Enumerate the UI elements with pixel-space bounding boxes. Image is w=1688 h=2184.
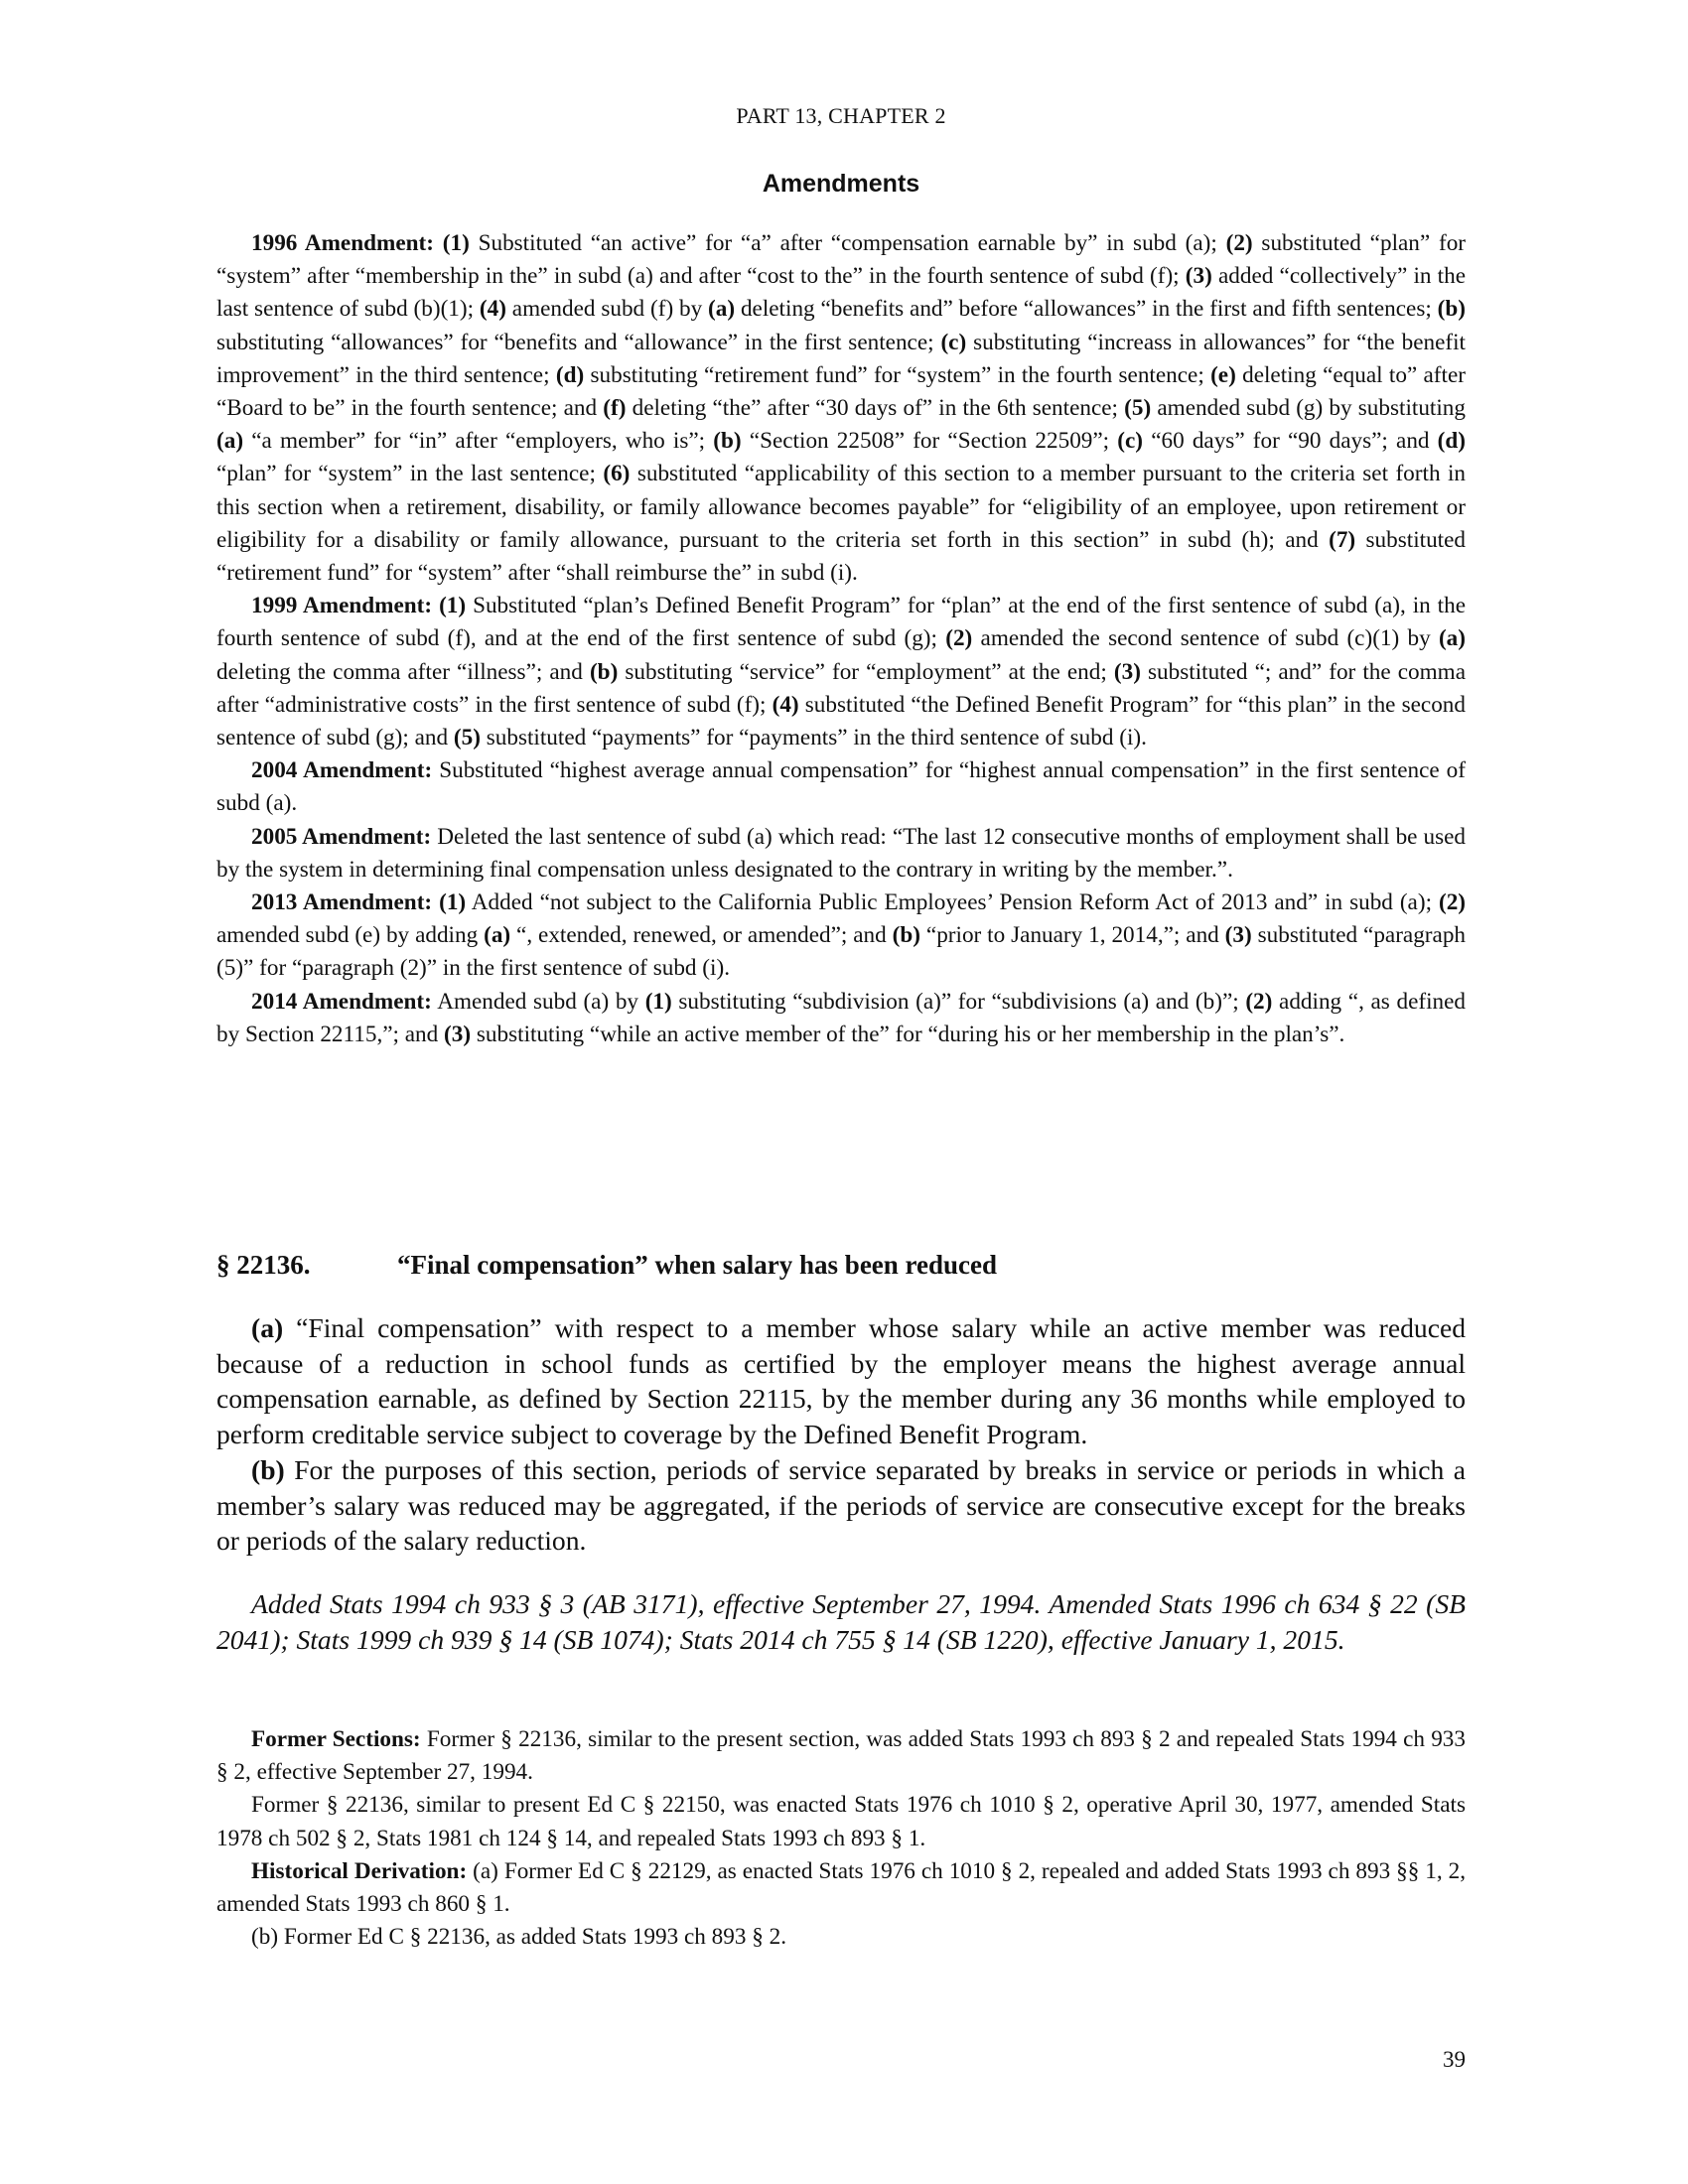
enumerator: (b): [892, 922, 920, 949]
historical-derivation-text: (a) Former Ed C § 22129, as enacted Stats 1976 ch 1010 § 2, repealed and added Stats 1993 ch 893 §§ 1, 2, amended Stats 1993 ch 860 § 1.: [216, 1857, 1466, 1918]
amendment-text: “Section 22508” for “Section 22509”;: [741, 428, 1118, 455]
amendment-text: Substituted “plan’s Defined Benefit Program” for “plan” at the end of the first sentence of subd (a), in the fourth sentence of subd (f), and at the end of the first sentence of subd (g);: [216, 593, 1467, 652]
amendment-text: “plan” for “system” in the last sentence;: [216, 461, 604, 487]
amendment-text: amended subd (f) by: [505, 296, 709, 323]
running-head: PART 13, CHAPTER 2: [736, 103, 946, 128]
amendment-text: substituting “retirement fund” for “system” in the fourth sentence;: [584, 361, 1211, 388]
enumerator: (3): [444, 1021, 472, 1047]
enumerator: (d): [555, 361, 585, 388]
enumerator: (d): [1437, 428, 1467, 455]
amendment-text: substituted “; and” for the comma after “administrative costs” in the first sentence of subd (f);: [216, 658, 1466, 718]
amendment-text: Deleted the last sentence of subd (a) which read: “The last 12 consecutive months of employment shall be used by the system in determining final compensation unless designated to the contrary in writing by the member.”.: [216, 823, 1466, 883]
subdivision-a: [216, 1310, 1466, 1452]
amendment-note: [216, 887, 1466, 986]
amendment-note: [216, 986, 1466, 1051]
enumerator: (6): [603, 461, 631, 487]
enumerator: (1): [644, 988, 672, 1015]
amendment-note: [216, 821, 1466, 887]
amendment-text: “prior to January 1, 2014,”; and: [920, 922, 1225, 949]
legislative-history: Added Stats 1994 ch 933 § 3 (AB 3171), effective September 27, 1994. Amended Stats 1996 ch 634 § 22 (SB 2041); Stats 1999 ch 939 § 14 (SB 1074); Stats 2014 ch 755 § 14 (SB 1220), effective January 1, 2015.: [216, 1588, 1466, 1655]
enumerator: (c): [940, 329, 967, 355]
subdivision-text: “Final compensation” with respect to a member whose salary while an active member was reduced because of a reduction in school funds as certified by the employer means the highest average annual compensation earnable, as defined by Section 22115, by the member during any 36 months while employed to perform creditable service subject to coverage by the Defined Benefit Program.: [216, 1312, 1466, 1450]
amendment-text: substituting “increass in allowances” for “the benefit improvement” in the third sentence;: [216, 329, 1466, 388]
amendment-text: substituted “paragraph (5)” for “paragraph (2)” in the first sentence of subd (i).: [216, 922, 1467, 982]
amendment-text: added “collectively” in the last sentence of subd (b)(1);: [216, 263, 1466, 323]
enumerator: (b): [713, 428, 742, 455]
amendment-note: [216, 227, 1466, 590]
amendment-text: substituted “plan” for “system” after “membership in the” in subd (a) and after “cost to the” in the fourth sentence of subd (f);: [216, 230, 1467, 290]
enumerator: (5): [1124, 395, 1152, 422]
amendment-text: deleting “benefits and” before “allowances” in the first and fifth sentences;: [735, 296, 1438, 323]
amendment-label: 2005 Amendment:: [251, 823, 432, 850]
amendment-text: substituted “retirement fund” for “system” after “shall reimburse the” in subd (i).: [216, 526, 1467, 587]
amendment-label: 1996 Amendment:: [251, 230, 434, 256]
enumerator: (b): [1437, 296, 1466, 323]
amendment-text: substituted “payments” for “payments” in the third sentence of subd (i).: [480, 725, 1147, 751]
amendment-note: [216, 754, 1466, 820]
enumerator: (1): [442, 230, 470, 256]
enumerator: (4): [479, 296, 506, 323]
enumerator: (2): [1245, 988, 1273, 1015]
amendment-label: 1999 Amendment:: [251, 593, 433, 619]
amendment-text: “a member” for “in” after “employers, who is”;: [243, 428, 714, 455]
amendment-text: substituting “subdivision (a)” for “subdivisions (a) and (b)”;: [671, 988, 1246, 1015]
amendment-text: “60 days” for “90 days”; and: [1143, 428, 1438, 455]
historical-derivation-note-b: (b) Former Ed C § 22136, as added Stats 1993 ch 893 § 2.: [251, 1924, 787, 1951]
amendment-text: amended subd (e) by adding: [216, 922, 485, 949]
amendment-text: Amended subd (a) by: [431, 988, 645, 1015]
subdivision-label: (b): [251, 1453, 285, 1485]
enumerator: (1): [439, 593, 467, 619]
section-title: “Final compensation” when salary has been reduced: [397, 1250, 998, 1280]
amendment-text: Substituted “highest average annual compensation” for “highest annual compensation” in the first sentence of subd (a).: [216, 757, 1467, 817]
amendment-text: substituting “allowances” for “benefits and “allowance” in the first sentence;: [216, 329, 941, 355]
section-body: [216, 1310, 1466, 1559]
enumerator: (a): [484, 922, 511, 949]
amendment-text: deleting “the” after “30 days of” in the 6th sentence;: [626, 395, 1125, 422]
enumerator: (3): [1185, 263, 1212, 290]
historical-derivation-label: Historical Derivation:: [251, 1857, 468, 1884]
former-sections-text: Former § 22136, similar to the present section, was added Stats 1993 ch 893 § 2 and repealed Stats 1994 ch 933 § 2, effective September 27, 1994.: [216, 1726, 1466, 1786]
enumerator: (4): [772, 691, 799, 718]
subdivision-b: [216, 1452, 1466, 1559]
amendment-text: deleting the comma after “illness”; and: [216, 658, 590, 685]
former-sections-note: [216, 1723, 1466, 1789]
subdivision-text: For the purposes of this section, periods of service separated by breaks in service or periods in which a member’s salary was reduced may be aggregated, if the periods of service are consecutive except for the breaks or periods of the salary reduction.: [216, 1453, 1466, 1557]
subdivision-label: (a): [251, 1312, 284, 1343]
page-number: 39: [1443, 2047, 1466, 2072]
former-sections-notes: [216, 1723, 1466, 1954]
enumerator: (7): [1329, 526, 1356, 553]
amendment-text: amended the second sentence of subd (c)(1) by: [972, 625, 1439, 652]
amendments-notes: [216, 227, 1466, 1051]
amendment-text: substituting “service” for “employment” at the end;: [618, 658, 1114, 685]
enumerator: (a): [1438, 625, 1466, 652]
enumerator: (5): [453, 725, 481, 751]
amendment-text: substituted “applicability of this section to a member pursuant to the criteria set forth in this section when a retirement, disability, or family allowance becomes payable” for “eligibility of an employee, upon retirement or eligibility for a disability or family allowance, pursuant to the criteria set forth in this section” in subd (h); and: [216, 461, 1467, 553]
enumerator: (e): [1210, 361, 1236, 388]
section-number: § 22136.: [216, 1250, 311, 1280]
enumerator: (2): [945, 625, 973, 652]
section-heading: [216, 1250, 1466, 1281]
document-page: [216, 0, 1466, 2184]
former-sections-label: Former Sections:: [251, 1726, 421, 1752]
amendment-text: “, extended, renewed, or amended”; and: [510, 922, 893, 949]
amendment-text: deleting “equal to” after “Board to be” in the fourth sentence; and: [216, 361, 1466, 422]
amendment-text: Substituted “an active” for “a” after “compensation earnable by” in subd (a);: [469, 230, 1226, 256]
enumerator: (a): [216, 428, 244, 455]
enumerator: (b): [589, 658, 619, 685]
historical-derivation-note: [216, 1855, 1466, 1921]
amendment-text: adding “, as defined by Section 22115,”; and: [216, 988, 1467, 1047]
amendment-label: 2004 Amendment:: [251, 757, 433, 784]
amendment-text: substituting “while an active member of the” for “during his or her membership in the plan’s”.: [471, 1021, 1345, 1047]
amendments-heading: Amendments: [762, 170, 920, 198]
amendment-text: amended subd (g) by substituting: [1151, 395, 1466, 422]
amendment-label: 2014 Amendment:: [251, 988, 432, 1015]
enumerator: (f): [603, 395, 627, 422]
amendment-label: 2013 Amendment:: [251, 889, 433, 916]
amendment-text: Added “not subject to the California Public Employees’ Pension Reform Act of 2013 and” in subd (a);: [466, 889, 1439, 916]
enumerator: (3): [1113, 658, 1141, 685]
enumerator: (c): [1117, 428, 1144, 455]
enumerator: (a): [708, 296, 736, 323]
amendment-text: substituted “the Defined Benefit Program” for “this plan” in the second sentence of subd (g); and: [216, 691, 1466, 751]
enumerator: (3): [1224, 922, 1252, 949]
amendment-note: [216, 590, 1466, 754]
enumerator: (2): [1438, 889, 1467, 916]
enumerator: (1): [439, 889, 467, 916]
enumerator: (2): [1225, 230, 1253, 256]
former-section-note-2: Former § 22136, similar to present Ed C § 22150, was enacted Stats 1976 ch 1010 § 2, operative April 30, 1977, amended Stats 1978 ch 502 § 2, Stats 1981 ch 124 § 14, and repealed Stats 1993 ch 893 § 1.: [216, 1792, 1466, 1851]
